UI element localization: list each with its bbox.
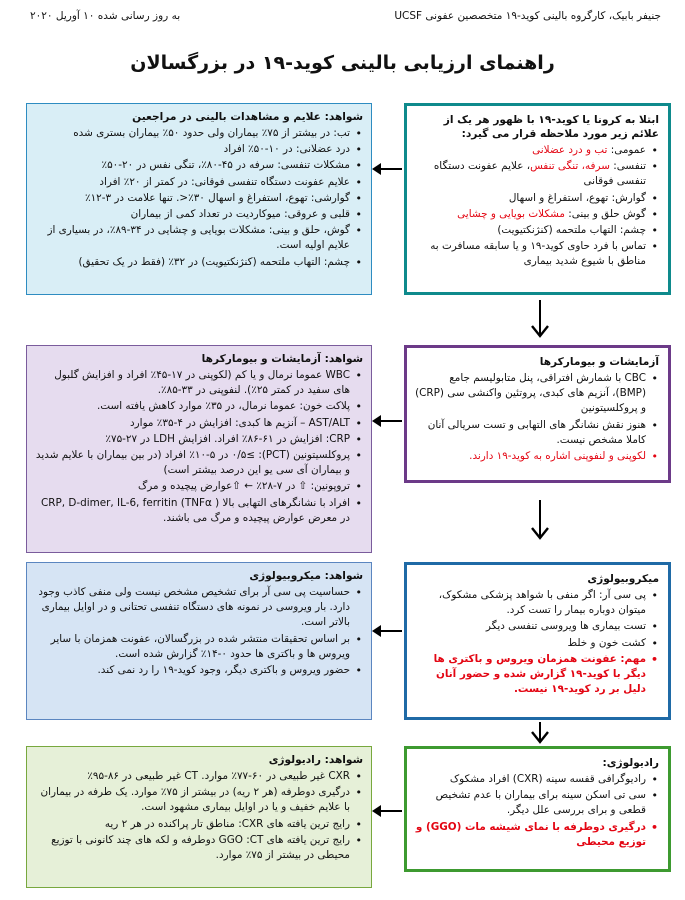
- evidence-item: • درد عضلانی: در ۱۰-۵۰٪ افراد: [35, 142, 363, 157]
- labs-box: [404, 345, 671, 483]
- clinical-heading: ابتلا به کرونا یا کوید-۱۹ با ظهور هر یک از علائم زیر مورد ملاحظه قرار می گیرد:: [443, 114, 659, 140]
- general-red-text: تب و درد عضلانی: [532, 144, 608, 156]
- page-title: راهنمای ارزیابی بالینی کوید-۱۹ در بزرگسالان: [130, 52, 555, 74]
- evidence-item: • رایج ترین یافته های GGO :CT دوطرفه و لکه های چند کانونی با توزیع محیطی در بیشتر از ۷۵٪ موارد.: [35, 833, 363, 863]
- labs-red-item: • لکوپنی و لنفوپنی اشاره به کوید-۱۹ دارند.: [415, 449, 659, 464]
- resp-red-text: سرفه، تنگی تنفس: [530, 160, 610, 173]
- evidence-item: • CXR غیر طبیعی در ۶۰-۷۷٪ موارد. CT غیر طبیعی در ۸۶-۹۵٪: [35, 769, 363, 784]
- left-arrow-icon: [378, 168, 402, 170]
- evidence-item: • گوش، حلق و بینی: مشکلات بویایی و چشایی در ۳۴-۸۹٪، در بسیاری از علایم اولیه است.: [35, 223, 363, 253]
- evidence-item: • گوارشی: تهوع، استفراغ و اسهال ۳۰٪<. تنها علامت در ۳-۱۲٪: [35, 191, 363, 206]
- evidence-item: • تروپونین: ⇧ در ۷-۲۸٪ ← ⇧عوارض پیچیده و مرگ: [35, 479, 363, 494]
- evidence-clinical-list: [35, 126, 363, 270]
- down-arrow-icon: [528, 500, 552, 542]
- left-arrow-icon: [378, 630, 402, 632]
- clinical-gi: • گوارش: تهوع، استفراغ و اسهال: [415, 191, 659, 206]
- microbiology-box: [404, 562, 671, 720]
- radiology-item: • سی تی اسکن سینه برای بیماران با عدم تشخیص قطعی و برای بررسی علل دیگر.: [415, 788, 659, 818]
- radiology-red-item: • درگیری دوطرفه با نمای شیشه مات (GGO) و توزیع محیطی: [415, 820, 659, 850]
- radiology-heading: رادیولوژی:: [602, 757, 659, 769]
- evidence-micro-heading: شواهد: میکروبیولوژی: [249, 570, 363, 582]
- down-arrow-icon: [528, 300, 552, 340]
- clinical-respiratory: [415, 159, 659, 189]
- clinical-general: [415, 143, 659, 158]
- update-date: به روز رسانی شده ۱۰ آوریل ۲۰۲۰: [30, 10, 181, 22]
- evidence-item: • علایم عفونت دستگاه تنفسی فوقانی: در کمتر از ۲۰٪ افراد: [35, 175, 363, 190]
- clinical-ent: [415, 207, 659, 222]
- evidence-item: • رایج ترین یافته های CXR: مناطق تار پراکنده در هر ۲ ریه: [35, 817, 363, 832]
- clinical-list: [415, 143, 659, 270]
- radiology-item: • رادیوگرافی قفسه سینه (CXR) افراد مشکوک: [415, 772, 659, 787]
- clinical-eye: • چشم: التهاب ملتحمه (کنژنکتیویت): [415, 223, 659, 238]
- radiology-box: [404, 746, 671, 872]
- evidence-micro-box: [26, 562, 372, 720]
- micro-red-item: • مهم: عفونت همزمان ویروس و باکتری ها دیگر با کوید-۱۹ گزارش شده و حضور آنان دلیل بر رد کوید-۱۹ نیست.: [415, 652, 659, 698]
- left-arrow-icon: [378, 420, 402, 422]
- evidence-clinical-heading: شواهد: علایم و مشاهدات بالینی در مراجعین: [132, 111, 363, 123]
- labs-item: • هنوز نقش نشانگر های التهابی و تست سریالی آنان کاملا مشخص نیست.: [415, 418, 659, 448]
- evidence-labs-list: [35, 368, 363, 526]
- resp-suffix: ، علایم عفونت دستگاه تنفسی فوقانی: [433, 160, 646, 188]
- evidence-item: • افراد با نشانگرهای التهابی بالا ( CRP, D-dimer, IL-6, ferritin (TNFα در معرض عوارض پیچیده و مرگ می باشند.: [35, 496, 363, 526]
- evidence-radiology-box: [26, 746, 372, 888]
- evidence-item: • حضور ویروس و باکتری دیگر، وجود کوید-۱۹ را رد نمی کند.: [35, 663, 363, 678]
- clinical-contact: • تماس با فرد حاوی کوید-۱۹ و یا سابقه مسافرت به مناطق با شیوع شدید بیماری: [415, 239, 659, 269]
- evidence-item: • تب: در بیشتر از ۷۵٪ بیماران ولی حدود ۵۰٪ بیماران بستری شده: [35, 126, 363, 141]
- micro-heading: میکروبیولوژی: [587, 573, 659, 585]
- evidence-item: • بر اساس تحقیقات منتشر شده در بزرگسالان، عفونت همزمان با سایر ویروس ها و باکتری ها حدود ۰-۱۴٪ گزارش شده است.: [35, 632, 363, 662]
- evidence-labs-box: [26, 345, 372, 553]
- evidence-item: • حساسیت پی سی آر برای تشخیص مشخص نیست ولی منفی کاذب وجود دارد. بار ویروسی در نمونه های دستگاه تنفسی تحتانی و در اوایل بیماری بالاتر است.: [35, 585, 363, 631]
- micro-item: • تست بیماری ها ویروسی تنفسی دیگر: [415, 619, 659, 634]
- evidence-item: • CRP: افزایش در ۶۱-۸۶٪ افراد. افزایش LDH در ۲۷-۷۵٪: [35, 432, 363, 447]
- evidence-item: • مشکلات تنفسی: سرفه در ۴۵-۸۰٪، تنگی نفس در ۲۰-۵۰٪: [35, 158, 363, 173]
- radiology-list: [415, 772, 659, 850]
- evidence-item: • درگیری دوطرفه (هر ۲ ریه) در بیشتر از ۷۵٪ موارد. یک طرفه در بیماران با علایم خفیف و یا در اوایل بیماری مشهود است.: [35, 785, 363, 815]
- evidence-item: • پلاکت خون: عموما نرمال، در ۳۵٪ موارد کاهش یافته است.: [35, 399, 363, 414]
- micro-item: • کشت خون و خلط: [415, 636, 659, 651]
- evidence-labs-heading: شواهد: آزمایشات و بیومارکرها: [201, 353, 363, 365]
- evidence-item: • قلبی و عروقی: میوکاردیت در تعداد کمی از بیماران: [35, 207, 363, 222]
- micro-list: [415, 588, 659, 697]
- evidence-clinical-box: [26, 103, 372, 295]
- evidence-item: • چشم: التهاب ملتحمه (کنژنکتیویت) در ۳۲٪ (فقط در یک تحقیق): [35, 255, 363, 270]
- left-arrow-icon: [378, 810, 402, 812]
- labs-list: [415, 371, 659, 464]
- author-credit: جنیفر بابیک، کارگروه بالینی کوید-۱۹ متخصصین عفونی UCSF: [394, 10, 661, 22]
- micro-item: • پی سی آر: اگر منفی با شواهد پزشکی مشکوک، میتوان دوباره بیمار را تست کرد.: [415, 588, 659, 618]
- evidence-radiology-heading: شواهد: رادیولوژی: [268, 754, 363, 766]
- evidence-radiology-list: [35, 769, 363, 863]
- down-arrow-icon: [528, 722, 552, 744]
- ent-red-text: مشکلات بویایی و چشایی: [457, 207, 565, 220]
- resp-label: تنفسی:: [609, 160, 646, 173]
- evidence-item: • AST/ALT – آنزیم ها کبدی: افزایش در ۴-۳۵٪ موارد: [35, 416, 363, 431]
- labs-heading: آزمایشات و بیومارکرها: [539, 356, 659, 368]
- clinical-signs-box: [404, 103, 671, 295]
- labs-item: • CBC با شمارش افتراقی، پنل متابولیسم جامع (BMP)، آنزیم های کبدی، پروتئین واکنشی سی (CRP) و پروکلسیتونین: [415, 371, 659, 417]
- evidence-item: • WBC عموما نرمال و یا کم (لکوپنی در ۱۷-۴۵٪ افراد و افزایش گلبول های سفید در کمتر ۲۵٪). لنفوپنی در ۳۳-۸۵٪.: [35, 368, 363, 398]
- general-label: عمومی:: [607, 144, 646, 156]
- ent-label: گوش حلق و بینی:: [564, 207, 646, 220]
- evidence-micro-list: [35, 585, 363, 678]
- evidence-item: • پروکلسیتونین (PCT): ≥۰/۵ در ۵-۱۰٪ افراد (در بین بیماران با علایم شدید و بیماران آی سی یو این درصد بیشتر است): [35, 448, 363, 478]
